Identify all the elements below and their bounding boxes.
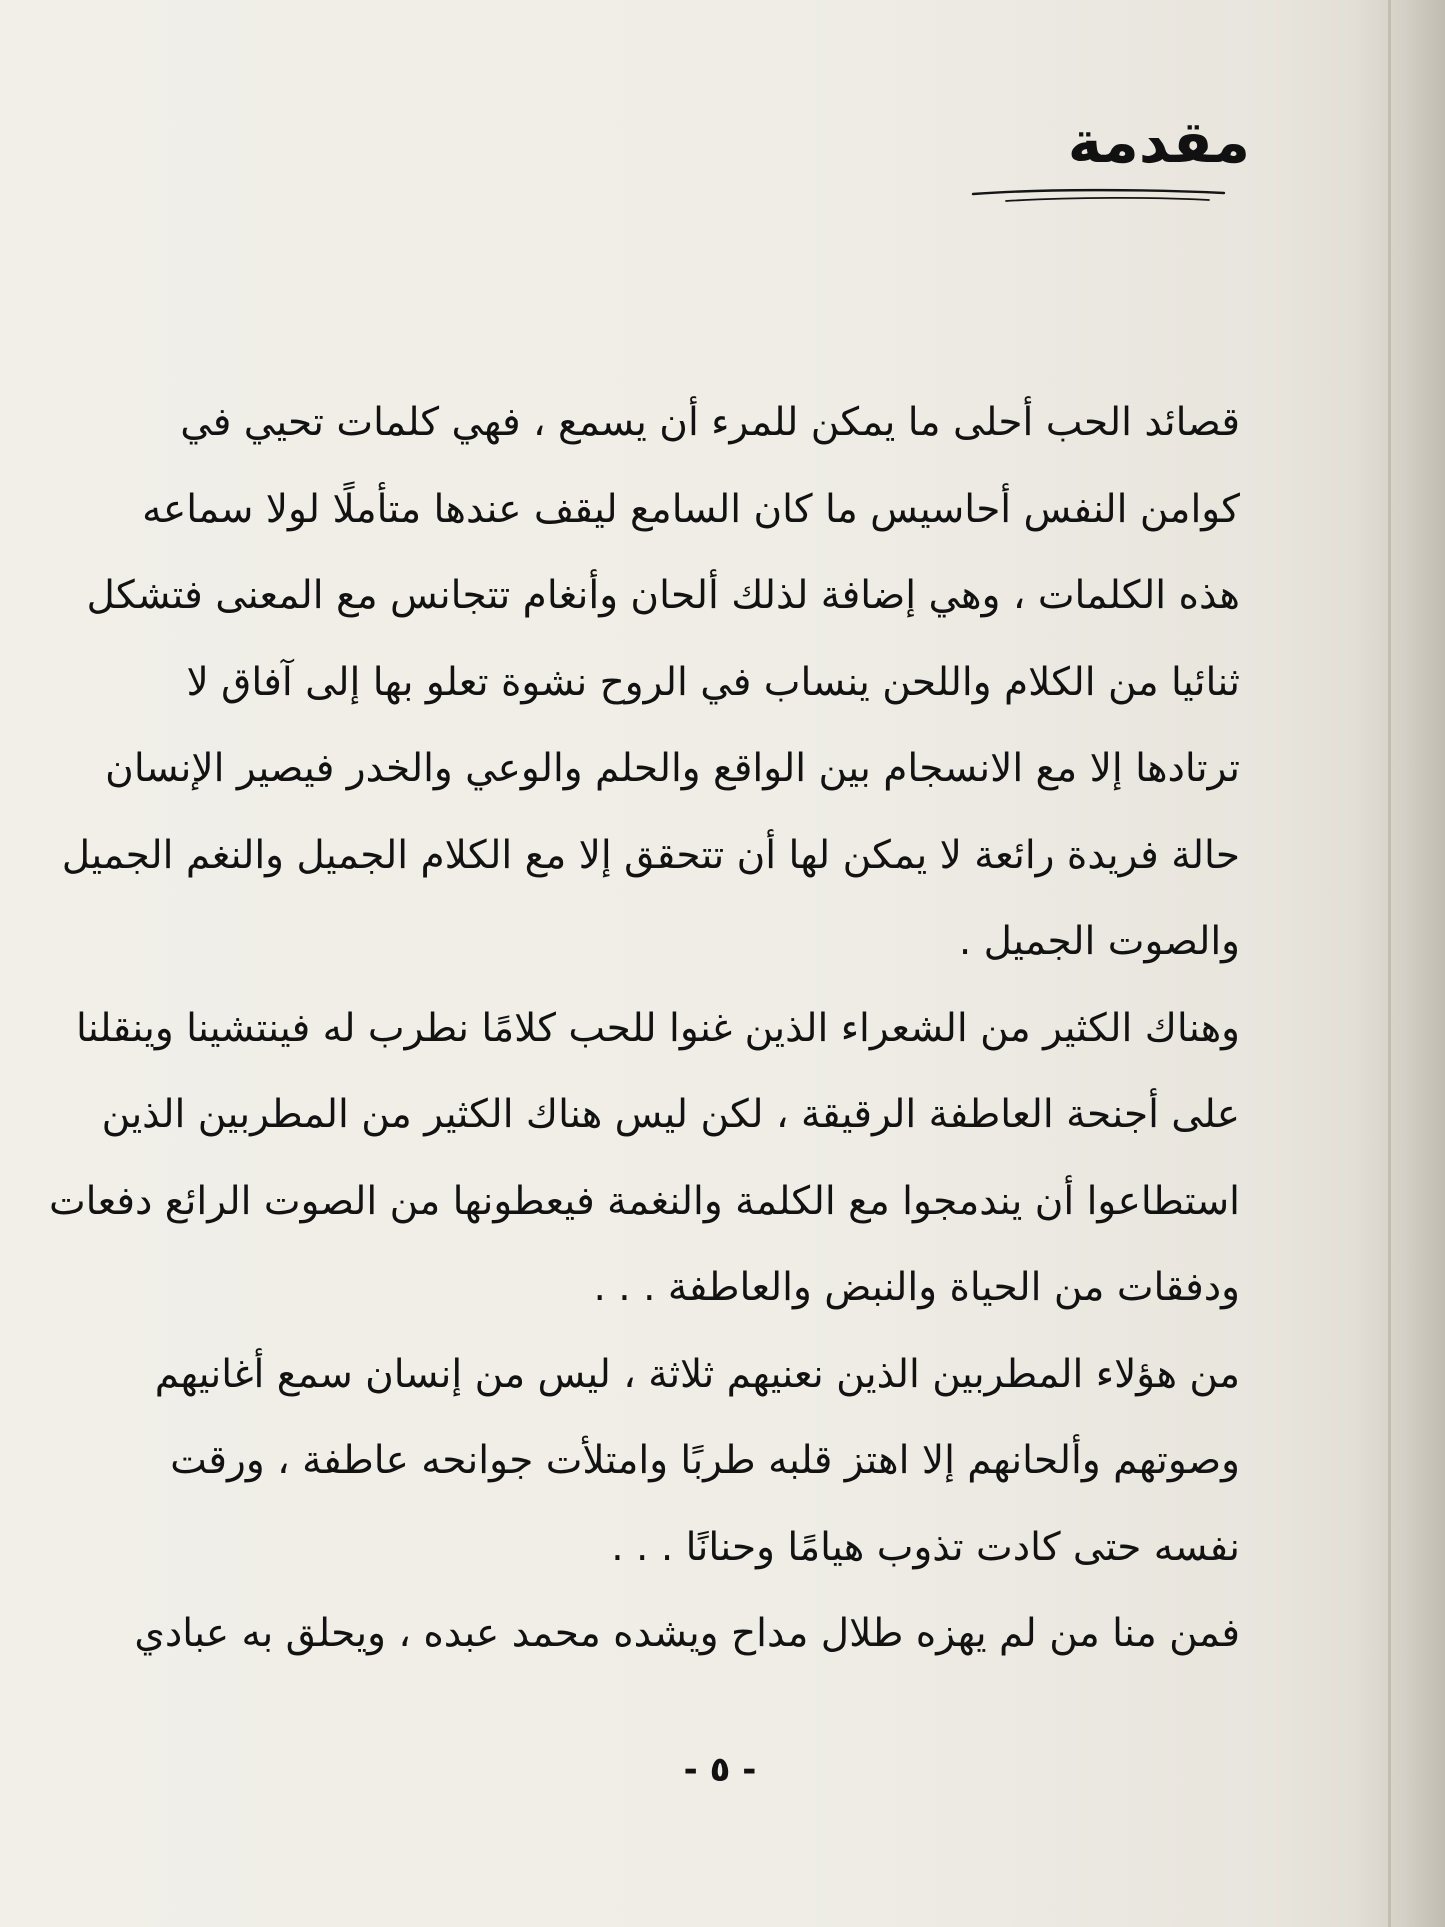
text-line-8: وهناك الكثير من الشعراء الذين غنوا للحب كلامًا نطرب له فينتشينا وينقلنا (75, 1005, 1240, 1051)
page-title: مقدمة (1067, 108, 1250, 176)
text-line-5: ترتادها إلا مع الانسجام بين الواقع والحلم والوعي والخدر فيصير الإنسان (105, 746, 1240, 791)
body-text (48, 380, 1240, 1656)
page-fold-line (1388, 0, 1391, 1927)
text-line-3: هذه الكلمات ، وهي إضافة لذلك ألحان وأنغام تتجانس مع المعنى فتشكل (86, 573, 1240, 618)
text-line-1: قصائد الحب أحلى ما يمكن للمرء أن يسمع ، فهي كلمات تحيي في (180, 400, 1240, 445)
text-line-13: وصوتهم وألحانهم إلا اهتز قلبه طربًا وامتلأت جوانحه عاطفة ، ورقت (170, 1438, 1240, 1483)
title-block (920, 108, 1250, 208)
text-line-15: فمن منا من لم يهزه طلال مداح ويشده محمد عبده ، ويحلق به عبادي (134, 1611, 1240, 1656)
text-line-4: ثنائيا من الكلام واللحن ينساب في الروح نشوة تعلو بها إلى آفاق لا (186, 659, 1240, 705)
text-line-6: حالة فريدة رائعة لا يمكن لها أن تتحقق إلا مع الكلام الجميل والنغم الجميل (61, 832, 1240, 878)
text-line-11: ودفقات من الحياة والنبض والعاطفة . . . (593, 1265, 1240, 1310)
text-line-7: والصوت الجميل . (958, 919, 1240, 964)
text-line-14: نفسه حتى كادت تذوب هيامًا وحنانًا . . . (611, 1524, 1240, 1570)
text-line-9: على أجنحة العاطفة الرقيقة ، لكن ليس هناك الكثير من المطربين الذين (101, 1092, 1240, 1137)
text-line-2: كوامن النفس أحاسيس ما كان السامع ليقف عندها متأملًا لولا سماعه (142, 486, 1240, 532)
page-number: - ٥ - (683, 1750, 757, 1790)
page-edge-shadow (1355, 0, 1445, 1927)
text-line-12: من هؤلاء المطربين الذين نعنيهم ثلاثة ، ليس من إنسان سمع أغانيهم (154, 1351, 1240, 1397)
text-line-10: استطاعوا أن يندمجوا مع الكلمة والنغمة فيعطونها من الصوت الرائع دفعات (48, 1178, 1240, 1224)
title-underline (971, 186, 1226, 206)
